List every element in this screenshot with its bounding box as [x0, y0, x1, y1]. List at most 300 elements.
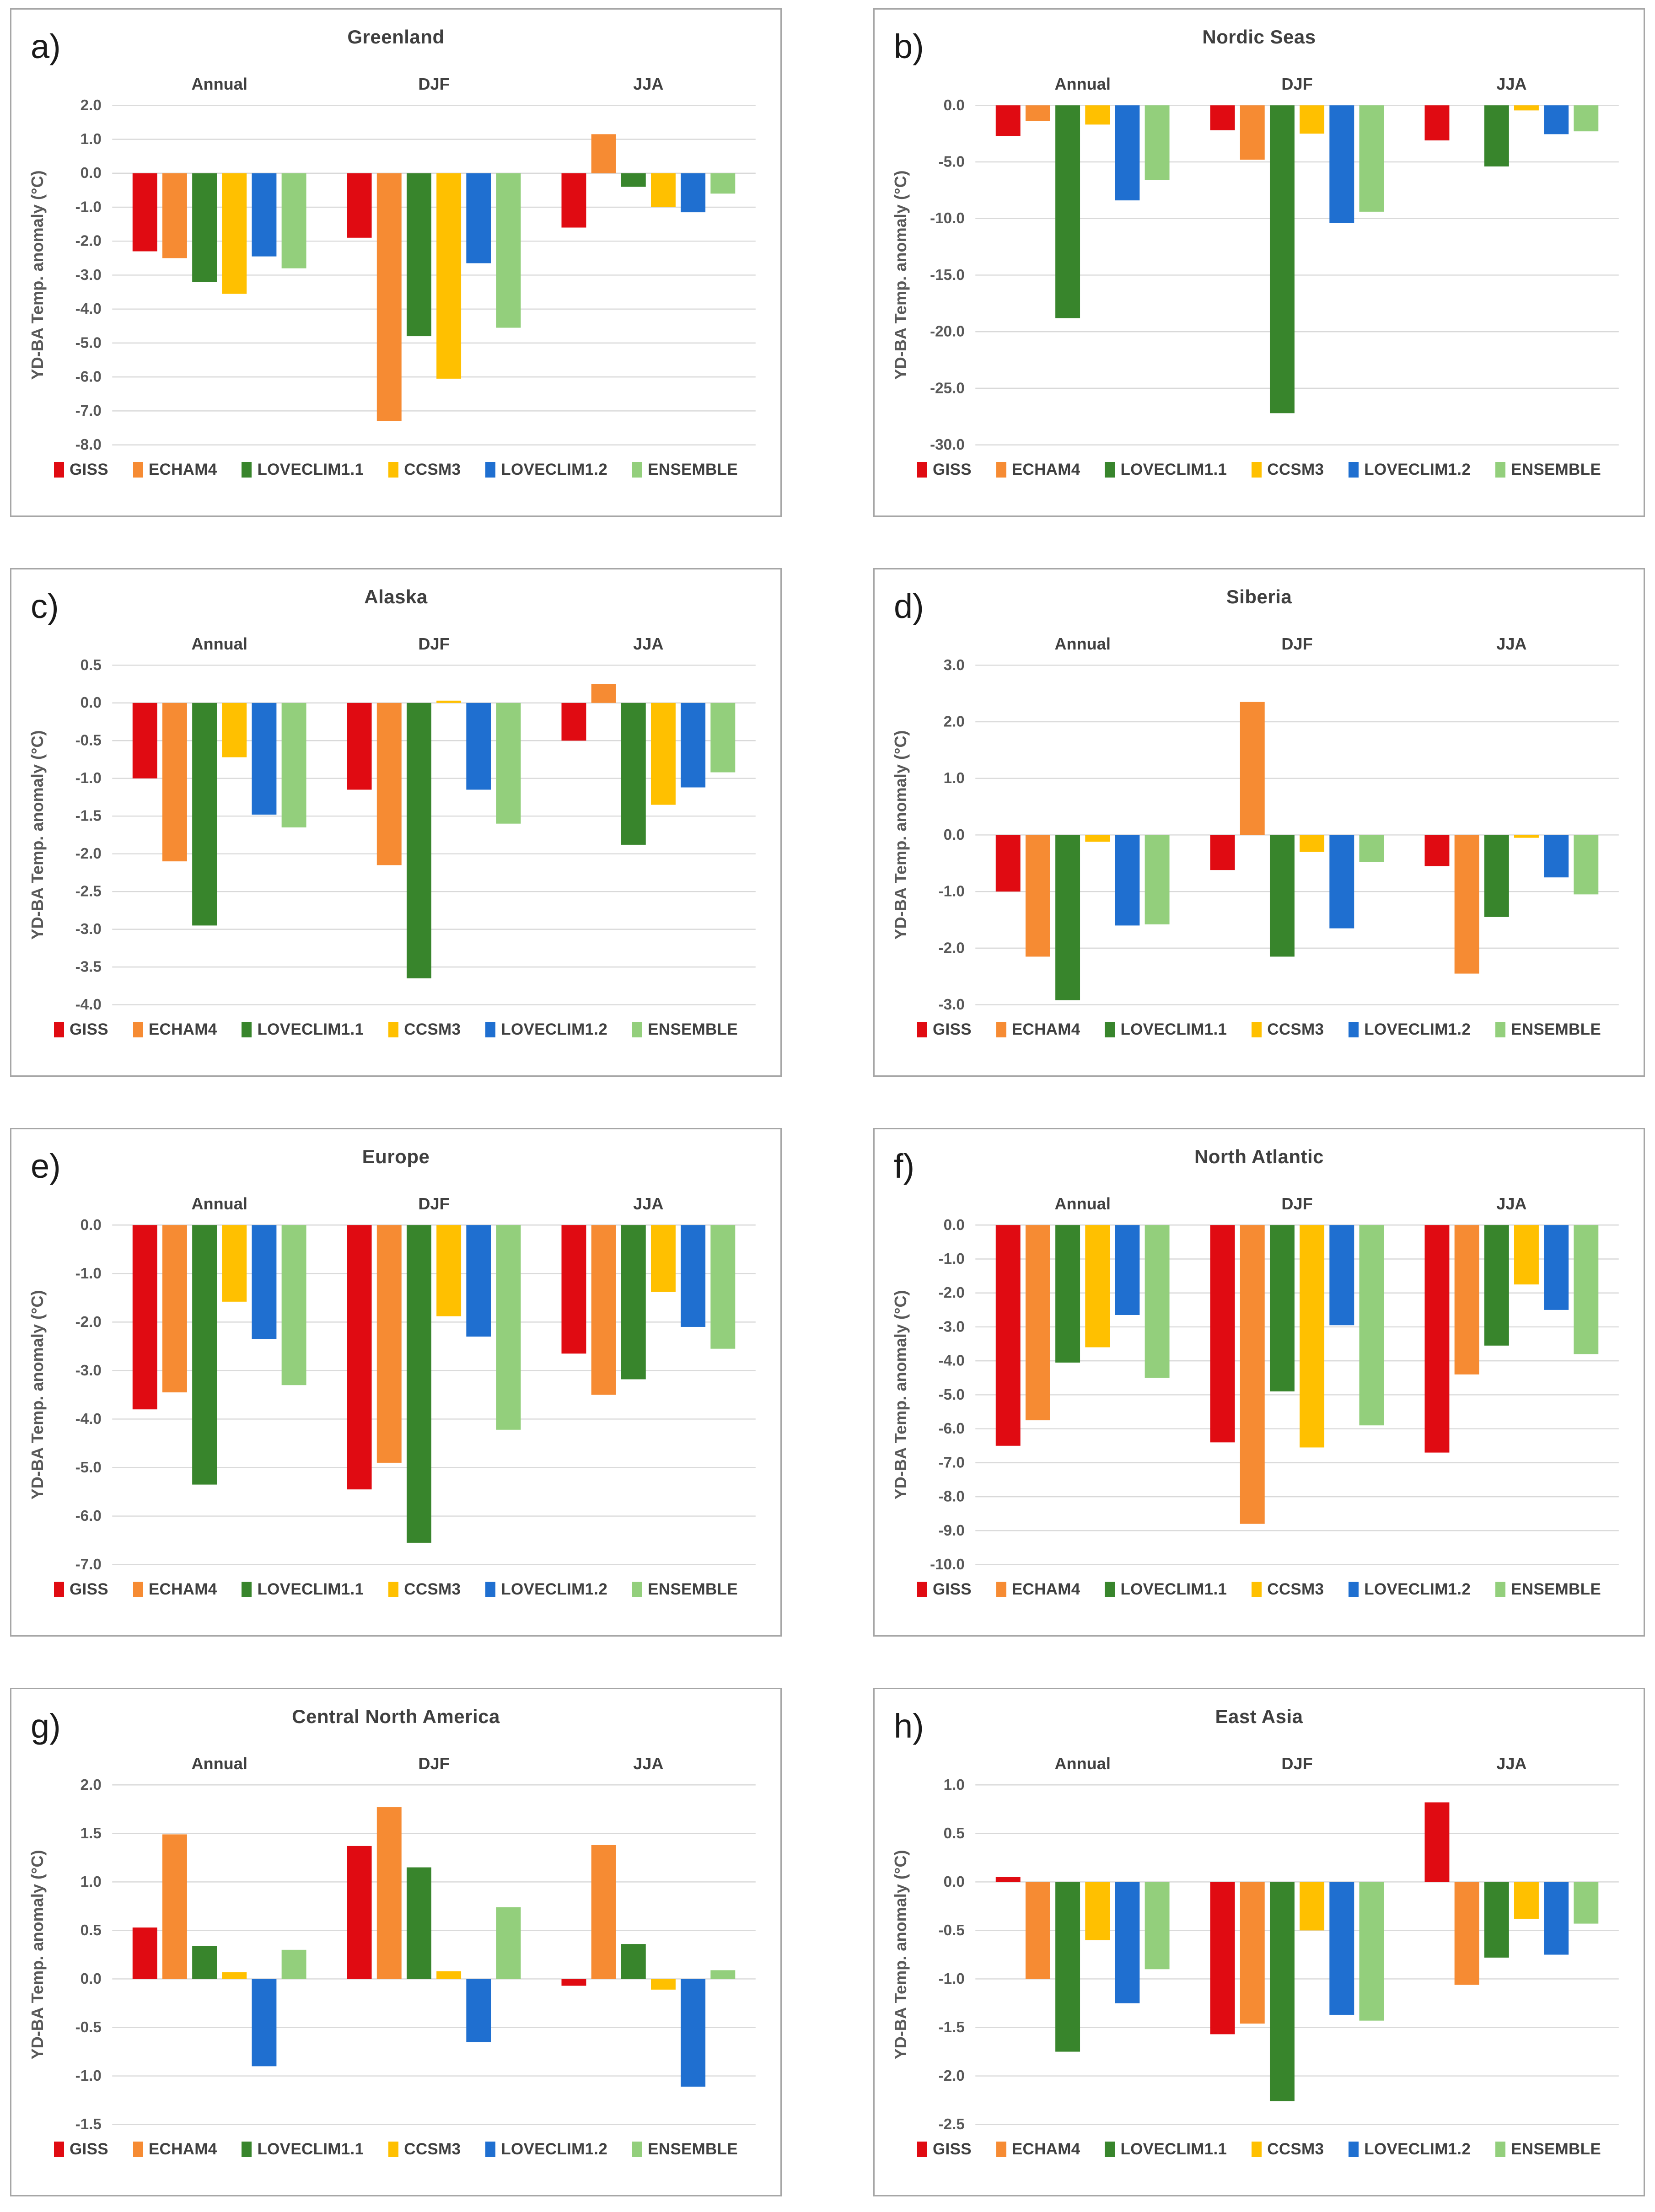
- group-label-jja: JJA: [1496, 634, 1527, 654]
- group-label-djf: DJF: [1281, 634, 1313, 654]
- panel-title: North Atlantic: [1194, 1146, 1324, 1167]
- legend-swatch: [388, 1022, 398, 1037]
- y-tick-label: -7.0: [938, 1454, 965, 1471]
- group-label-annual: Annual: [191, 634, 247, 654]
- bar-giss: [561, 1979, 586, 1986]
- bar-giss: [561, 1225, 586, 1353]
- y-tick-label: -1.0: [938, 883, 965, 900]
- legend-item-echam4: [996, 1020, 1080, 1039]
- bar-loveclim1-1: [1055, 105, 1080, 318]
- bar-ensemble: [496, 703, 521, 824]
- legend-item-ensemble: [1495, 2140, 1601, 2158]
- bar-loveclim1-1: [192, 1225, 217, 1484]
- legend-swatch: [917, 462, 927, 478]
- legend: [884, 1020, 1634, 1039]
- y-tick-label: -20.0: [930, 323, 965, 340]
- legend-item-ensemble: [632, 1020, 738, 1039]
- legend-label: ECHAM4: [1011, 1580, 1080, 1599]
- bar-ensemble: [1359, 1225, 1384, 1425]
- bar-loveclim1-1: [1055, 835, 1080, 1000]
- bar-giss: [133, 173, 157, 252]
- bar-echam4: [162, 1834, 187, 1979]
- bar-giss: [133, 1927, 157, 1979]
- y-axis-title: YD-BA Temp. anomaly (°C): [27, 730, 47, 940]
- group-label-annual: Annual: [191, 75, 247, 94]
- legend-swatch: [632, 1022, 642, 1037]
- bar-giss: [1424, 1225, 1449, 1452]
- y-axis-title: YD-BA Temp. anomaly (°C): [27, 170, 47, 380]
- bar-ccsm3: [222, 1972, 247, 1979]
- legend-swatch: [54, 1022, 64, 1037]
- bar-ccsm3: [1300, 105, 1324, 134]
- legend-label: LOVECLIM1.2: [1364, 2140, 1471, 2158]
- bar-loveclim1-1: [1055, 1882, 1080, 2051]
- bar-ccsm3: [222, 173, 247, 294]
- panel-europe: [10, 1128, 782, 1637]
- legend-item-ccsm3: [1252, 2140, 1324, 2158]
- chart-europe: [21, 1192, 771, 1576]
- legend-label: GISS: [933, 2140, 972, 2158]
- legend-item-loveclim1-2: [485, 1020, 607, 1039]
- bar-loveclim1-1: [407, 1868, 431, 1979]
- bar-ensemble: [496, 173, 521, 328]
- bar-loveclim1-2: [252, 173, 276, 257]
- legend-swatch: [485, 2142, 495, 2157]
- bar-giss: [347, 1846, 372, 1979]
- legend-item-giss: [54, 2140, 108, 2158]
- y-tick-label: 2.0: [943, 713, 965, 730]
- legend-label: LOVECLIM1.2: [501, 461, 608, 479]
- legend-item-ccsm3: [1252, 461, 1324, 479]
- legend-swatch: [485, 1582, 495, 1597]
- panel-header: [884, 18, 1634, 72]
- bar-loveclim1-2: [681, 1225, 705, 1327]
- y-tick-label: -1.0: [938, 1970, 965, 1987]
- bar-giss: [347, 173, 372, 238]
- y-tick-label: -4.0: [75, 301, 102, 318]
- y-tick-label: -5.0: [75, 334, 102, 352]
- bar-echam4: [377, 1225, 402, 1463]
- y-tick-label: 0.0: [80, 1216, 102, 1234]
- bar-ensemble: [710, 173, 735, 194]
- y-tick-label: -2.0: [938, 1284, 965, 1302]
- legend-swatch: [996, 1022, 1006, 1037]
- legend-label: GISS: [933, 1020, 972, 1039]
- bar-echam4: [377, 703, 402, 865]
- legend-item-echam4: [996, 1580, 1080, 1599]
- bar-giss: [133, 703, 157, 778]
- bar-giss: [996, 1225, 1021, 1446]
- bar-ensemble: [496, 1225, 521, 1430]
- bar-ensemble: [1145, 835, 1170, 924]
- group-label-annual: Annual: [1054, 1194, 1111, 1213]
- legend-swatch: [1252, 462, 1262, 478]
- y-axis-title: YD-BA Temp. anomaly (°C): [27, 1290, 47, 1500]
- legend-label: CCSM3: [1267, 1020, 1324, 1039]
- bar-echam4: [1026, 1882, 1050, 1979]
- y-tick-label: 3.0: [943, 656, 965, 674]
- legend-item-loveclim1-2: [1349, 461, 1471, 479]
- bar-giss: [996, 835, 1021, 891]
- bar-ensemble: [1574, 1225, 1598, 1354]
- bar-giss: [561, 703, 586, 741]
- y-tick-label: -4.0: [938, 1352, 965, 1369]
- y-axis-title: YD-BA Temp. anomaly (°C): [891, 1850, 910, 2060]
- bar-loveclim1-1: [407, 703, 431, 978]
- legend-label: GISS: [70, 1020, 108, 1039]
- group-label-jja: JJA: [1496, 1194, 1527, 1213]
- bar-echam4: [1026, 1225, 1050, 1420]
- legend-swatch: [1105, 2142, 1115, 2157]
- legend-label: CCSM3: [404, 1580, 461, 1599]
- chart-north-atlantic: [884, 1192, 1634, 1576]
- legend-item-loveclim1-1: [242, 461, 364, 479]
- legend-item-ensemble: [632, 461, 738, 479]
- bar-echam4: [1026, 105, 1050, 121]
- legend: [884, 2140, 1634, 2158]
- legend-swatch: [242, 2142, 252, 2157]
- legend-item-giss: [917, 461, 972, 479]
- legend-label: LOVECLIM1.1: [1120, 461, 1227, 479]
- bar-echam4: [1455, 835, 1479, 973]
- group-label-annual: Annual: [1054, 634, 1111, 654]
- panel-letter: h): [894, 1707, 924, 1745]
- bar-giss: [133, 1225, 157, 1409]
- legend-item-ccsm3: [1252, 1580, 1324, 1599]
- bar-ccsm3: [651, 173, 676, 207]
- legend-swatch: [1105, 1022, 1115, 1037]
- legend-item-echam4: [133, 1020, 217, 1039]
- legend-swatch: [485, 462, 495, 478]
- group-label-djf: DJF: [418, 1754, 450, 1773]
- legend-item-loveclim1-1: [1105, 461, 1227, 479]
- panel-title: Alaska: [364, 586, 428, 607]
- legend-swatch: [917, 1582, 927, 1597]
- panel-title: Siberia: [1226, 586, 1292, 607]
- bar-ccsm3: [651, 703, 676, 805]
- bar-ccsm3: [436, 701, 461, 703]
- legend-label: LOVECLIM1.1: [257, 1580, 364, 1599]
- panel-siberia: [873, 568, 1645, 1077]
- y-tick-label: -3.0: [75, 1362, 102, 1379]
- bar-ccsm3: [1085, 105, 1110, 124]
- y-tick-label: -1.0: [75, 2067, 102, 2085]
- bar-echam4: [591, 684, 616, 703]
- group-label-jja: JJA: [633, 1754, 664, 1773]
- panel-header: [884, 1138, 1634, 1192]
- panel-header: [21, 18, 771, 72]
- chart-east-asia: [884, 1751, 1634, 2136]
- y-tick-label: -3.5: [75, 958, 102, 976]
- legend-label: CCSM3: [1267, 461, 1324, 479]
- group-label-jja: JJA: [633, 75, 664, 94]
- bar-ensemble: [282, 1225, 306, 1385]
- bar-loveclim1-1: [1484, 1882, 1509, 1957]
- bar-echam4: [1240, 1225, 1265, 1524]
- legend-swatch: [1252, 2142, 1262, 2157]
- legend-label: ENSEMBLE: [648, 461, 738, 479]
- bar-ccsm3: [222, 703, 247, 757]
- bar-ensemble: [1574, 105, 1598, 131]
- y-tick-label: 0.0: [80, 165, 102, 182]
- panel-letter: b): [894, 27, 924, 65]
- y-tick-label: -1.5: [75, 807, 102, 825]
- legend-label: CCSM3: [1267, 1580, 1324, 1599]
- y-tick-label: -0.5: [938, 1922, 965, 1939]
- legend-swatch: [133, 1022, 143, 1037]
- y-tick-label: 0.0: [943, 1216, 965, 1234]
- legend-item-echam4: [996, 461, 1080, 479]
- legend-label: LOVECLIM1.2: [501, 2140, 608, 2158]
- bar-giss: [561, 173, 586, 228]
- bar-loveclim1-2: [1329, 1225, 1354, 1325]
- bar-loveclim1-1: [407, 1225, 431, 1543]
- legend-swatch: [996, 462, 1006, 478]
- legend-label: LOVECLIM1.1: [257, 1020, 364, 1039]
- legend-label: ECHAM4: [1011, 1020, 1080, 1039]
- group-label-jja: JJA: [1496, 75, 1527, 94]
- y-tick-label: -2.0: [75, 232, 102, 250]
- bar-ccsm3: [222, 1225, 247, 1302]
- bar-ccsm3: [436, 173, 461, 379]
- legend-item-loveclim1-2: [485, 2140, 607, 2158]
- bar-loveclim1-1: [407, 173, 431, 336]
- legend-swatch: [485, 1022, 495, 1037]
- legend: [884, 461, 1634, 479]
- bar-ensemble: [1145, 105, 1170, 180]
- legend-item-ensemble: [1495, 1580, 1601, 1599]
- legend: [21, 2140, 771, 2158]
- legend-swatch: [1105, 462, 1115, 478]
- legend-swatch: [996, 1582, 1006, 1597]
- y-tick-label: -6.0: [75, 1508, 102, 1525]
- y-tick-label: 1.0: [943, 1776, 965, 1793]
- bar-ensemble: [496, 1907, 521, 1979]
- legend-label: ENSEMBLE: [1511, 1020, 1601, 1039]
- chart-nordic-seas: [884, 72, 1634, 456]
- bar-ccsm3: [1514, 835, 1539, 838]
- y-tick-label: -7.0: [75, 1556, 102, 1573]
- legend-item-ccsm3: [388, 1580, 461, 1599]
- legend: [21, 1580, 771, 1599]
- y-tick-label: -1.5: [938, 2019, 965, 2036]
- legend-label: GISS: [70, 2140, 108, 2158]
- bar-ccsm3: [1514, 105, 1539, 110]
- bar-echam4: [1455, 1882, 1479, 1985]
- legend-item-ccsm3: [388, 461, 461, 479]
- panel-nordic-seas: [873, 8, 1645, 517]
- panel-header: [21, 1138, 771, 1192]
- legend-item-giss: [54, 461, 108, 479]
- y-tick-label: 0.5: [943, 1825, 965, 1842]
- panel-letter: e): [31, 1147, 61, 1185]
- group-label-jja: JJA: [633, 634, 664, 654]
- legend-label: ECHAM4: [148, 461, 217, 479]
- legend-item-giss: [917, 2140, 972, 2158]
- y-tick-label: -3.0: [938, 996, 965, 1014]
- legend-swatch: [54, 462, 64, 478]
- legend-label: CCSM3: [404, 2140, 461, 2158]
- bar-loveclim1-1: [1484, 1225, 1509, 1346]
- legend-swatch: [632, 462, 642, 478]
- legend-label: LOVECLIM1.1: [257, 2140, 364, 2158]
- bar-loveclim1-2: [1115, 835, 1139, 925]
- bar-ccsm3: [436, 1971, 461, 1979]
- group-label-jja: JJA: [1496, 1754, 1527, 1773]
- legend-label: ENSEMBLE: [1511, 461, 1601, 479]
- bar-ensemble: [1359, 105, 1384, 212]
- legend-swatch: [1252, 1022, 1262, 1037]
- bar-loveclim1-2: [252, 1979, 276, 2066]
- bar-ensemble: [710, 1970, 735, 1979]
- bar-giss: [996, 105, 1021, 136]
- group-label-annual: Annual: [1054, 75, 1111, 94]
- bar-loveclim1-1: [621, 703, 646, 845]
- y-tick-label: 1.0: [943, 770, 965, 787]
- legend-swatch: [242, 1022, 252, 1037]
- y-tick-label: -8.0: [938, 1488, 965, 1505]
- legend-item-loveclim1-1: [1105, 1580, 1227, 1599]
- bar-echam4: [162, 1225, 187, 1392]
- group-label-annual: Annual: [191, 1754, 247, 1773]
- legend-item-loveclim1-1: [242, 2140, 364, 2158]
- group-label-djf: DJF: [1281, 1754, 1313, 1773]
- legend-swatch: [388, 2142, 398, 2157]
- bar-loveclim1-2: [1544, 835, 1569, 877]
- bar-ensemble: [1145, 1882, 1170, 1969]
- bar-ensemble: [282, 703, 306, 827]
- group-label-djf: DJF: [418, 75, 450, 94]
- panel-central-north-america: [10, 1688, 782, 2196]
- y-tick-label: 0.5: [80, 656, 102, 674]
- legend-label: CCSM3: [404, 1020, 461, 1039]
- bar-loveclim1-1: [1484, 835, 1509, 917]
- bar-loveclim1-2: [466, 703, 491, 790]
- legend-label: GISS: [933, 1580, 972, 1599]
- bar-ensemble: [282, 1950, 306, 1979]
- bar-giss: [1210, 1882, 1235, 2034]
- legend-item-echam4: [133, 2140, 217, 2158]
- legend-item-ensemble: [632, 2140, 738, 2158]
- bar-echam4: [377, 173, 402, 421]
- legend-label: ENSEMBLE: [648, 2140, 738, 2158]
- y-tick-label: 2.0: [80, 1776, 102, 1793]
- legend-label: LOVECLIM1.1: [257, 461, 364, 479]
- bar-ensemble: [1359, 1882, 1384, 2020]
- panel-header: [884, 1697, 1634, 1751]
- panel-letter: g): [31, 1707, 61, 1745]
- bar-loveclim1-1: [1484, 105, 1509, 166]
- bar-ensemble: [282, 173, 306, 268]
- bar-ccsm3: [1514, 1225, 1539, 1284]
- y-tick-label: -2.5: [75, 883, 102, 900]
- legend-swatch: [133, 1582, 143, 1597]
- bar-echam4: [591, 1225, 616, 1395]
- legend-item-loveclim1-2: [1349, 1580, 1471, 1599]
- y-tick-label: -1.5: [75, 2116, 102, 2133]
- bar-loveclim1-2: [252, 703, 276, 815]
- legend-swatch: [1105, 1582, 1115, 1597]
- bar-loveclim1-2: [1544, 1225, 1569, 1310]
- chart-alaska: [21, 632, 771, 1016]
- bar-loveclim1-2: [252, 1225, 276, 1339]
- bar-giss: [1210, 1225, 1235, 1442]
- bar-echam4: [1026, 835, 1050, 956]
- bar-giss: [1210, 835, 1235, 870]
- bar-loveclim1-2: [1544, 1882, 1569, 1954]
- panel-title: East Asia: [1215, 1706, 1303, 1727]
- y-axis-title: YD-BA Temp. anomaly (°C): [891, 730, 910, 940]
- y-tick-label: 0.0: [943, 826, 965, 843]
- bar-echam4: [377, 1807, 402, 1979]
- legend-swatch: [133, 2142, 143, 2157]
- y-tick-label: -1.0: [75, 1265, 102, 1282]
- legend-label: ECHAM4: [148, 1020, 217, 1039]
- panel-greenland: [10, 8, 782, 517]
- legend-swatch: [917, 2142, 927, 2157]
- panel-title: Greenland: [347, 26, 445, 48]
- legend-label: CCSM3: [1267, 2140, 1324, 2158]
- y-tick-label: -2.0: [938, 940, 965, 957]
- panel-header: [21, 578, 771, 632]
- legend-swatch: [917, 1022, 927, 1037]
- bar-ccsm3: [1300, 1882, 1324, 1930]
- bar-echam4: [1240, 105, 1265, 160]
- y-tick-label: 0.0: [943, 1873, 965, 1890]
- legend-item-loveclim1-1: [1105, 2140, 1227, 2158]
- y-tick-label: -6.0: [938, 1420, 965, 1438]
- y-tick-label: -3.0: [75, 921, 102, 938]
- y-tick-label: -5.0: [75, 1459, 102, 1476]
- legend-item-loveclim1-1: [1105, 1020, 1227, 1039]
- y-tick-label: -1.0: [75, 770, 102, 787]
- bar-ensemble: [1574, 835, 1598, 894]
- bar-loveclim1-2: [1115, 105, 1139, 200]
- legend-item-ensemble: [1495, 461, 1601, 479]
- y-tick-label: -7.0: [75, 402, 102, 419]
- legend-swatch: [1495, 2142, 1505, 2157]
- bar-loveclim1-1: [621, 1944, 646, 1979]
- legend-label: GISS: [70, 1580, 108, 1599]
- y-axis-title: YD-BA Temp. anomaly (°C): [891, 170, 910, 380]
- y-tick-label: -0.5: [75, 2019, 102, 2036]
- bar-echam4: [1455, 1225, 1479, 1374]
- y-tick-label: -8.0: [75, 436, 102, 454]
- y-tick-label: -9.0: [938, 1522, 965, 1539]
- legend-item-giss: [917, 1580, 972, 1599]
- bar-giss: [996, 1877, 1021, 1882]
- legend-swatch: [632, 2142, 642, 2157]
- legend-item-giss: [54, 1020, 108, 1039]
- legend-swatch: [1495, 1582, 1505, 1597]
- bar-loveclim1-2: [466, 173, 491, 263]
- legend-swatch: [1349, 462, 1359, 478]
- y-tick-label: -3.0: [75, 266, 102, 284]
- y-tick-label: -30.0: [930, 436, 965, 454]
- bar-loveclim1-2: [1329, 835, 1354, 928]
- panel-letter: f): [894, 1147, 915, 1185]
- group-label-jja: JJA: [633, 1194, 664, 1213]
- legend-label: ECHAM4: [148, 2140, 217, 2158]
- panel-title: Europe: [362, 1146, 430, 1167]
- bar-ccsm3: [1300, 835, 1324, 852]
- legend-item-echam4: [133, 1580, 217, 1599]
- legend-swatch: [54, 1582, 64, 1597]
- y-tick-label: -10.0: [930, 210, 965, 227]
- bar-loveclim1-1: [1270, 1225, 1295, 1391]
- y-tick-label: 1.0: [80, 130, 102, 148]
- legend-label: LOVECLIM1.1: [1120, 2140, 1227, 2158]
